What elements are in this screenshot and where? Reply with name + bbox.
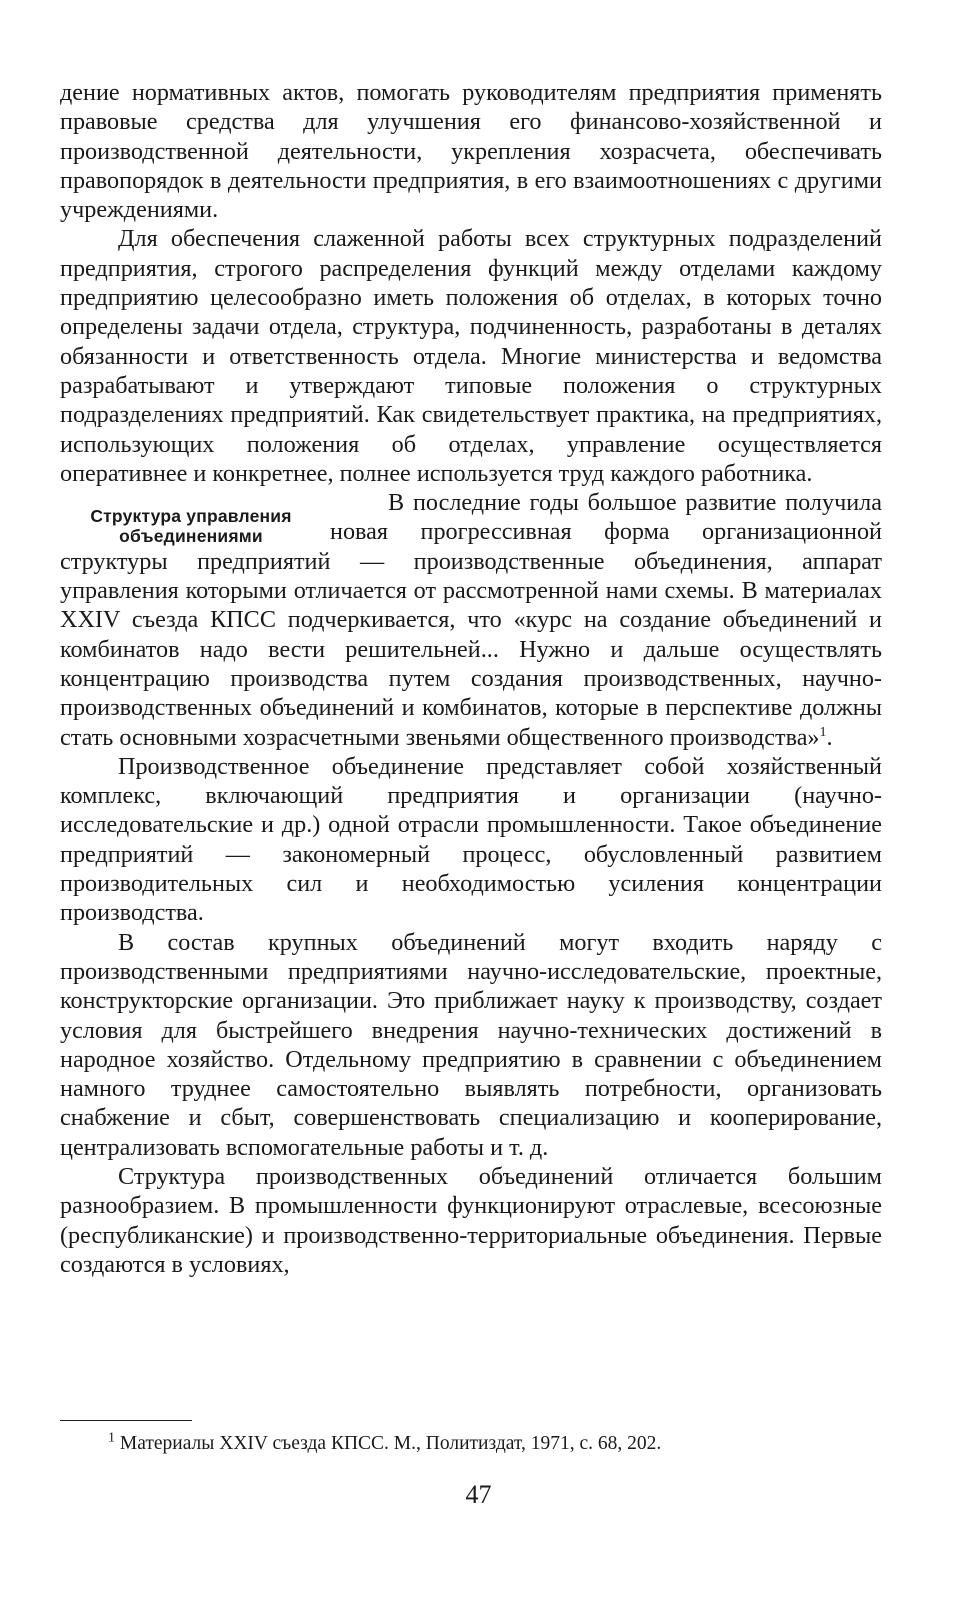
footnote-divider (60, 1420, 192, 1421)
side-heading: Структура управления объединениями (90, 506, 292, 547)
paragraph-3-text: В последние годы большое развитие получила новая прогрессивная форма организационной структуры предприятий — производственные объединения, аппарат управления которыми отличается от рассмотренной нами схемы. В материалах XXIV съезда КПСС подчеркивается, что «курс на создание объединений и комбинатов надо вести решительней... Нужно и дальше осуществлять концентрацию производства путем создания производственных, научно-производственных объединений и комбинатов, которые в перспективе должны стать основными хозрасчетными звеньями общественного производства» (60, 489, 882, 751)
paragraph-6: Структура производственных объединений отличается большим разнообразием. В промышленности функционируют отраслевые, всесоюзные (республиканские) и производственно-территориальные объединения. Первые создаются в условиях, (60, 1162, 882, 1278)
page-body (60, 78, 882, 1279)
paragraph-5: В состав крупных объединений могут входить наряду с производственными предприятиями научно-исследовательские, проектные, конструкторские организации. Это приближает науку к производству, создает условия для быстрейшего внедрения научно-технических достижений в народное хозяйство. Отдельному предприятию в сравнении с объединением намного труднее самостоятельно выявлять потребности, организовать снабжение и сбыт, совершенствовать специализацию и кооперирование, централизовать вспомогательные работы и т. д. (60, 928, 882, 1161)
section-with-side-heading (60, 488, 882, 752)
paragraph-2: Для обеспечения слаженной работы всех структурных подразделений предприятия, строгого распределения функций между отделами каждому предприятию целесообразно иметь положения об отделах, в которых точно определены задачи отдела, структура, подчиненность, разработаны в деталях обязанности и ответственность отдела. Многие министерства и ведомства разрабатывают и утверждают типовые положения о структурных подразделениях предприятий. Как свидетельствует практика, на предприятиях, использующих положения об отделах, управление осуществляется оперативнее и конкретнее, полнее используется труд каждого работника. (60, 225, 882, 487)
footnote-text: Материалы XXIV съезда КПСС. М., Политиздат, 1971, с. 68, 202. (119, 1433, 662, 1454)
paragraph-3: В последние годы большое развитие получила новая прогрессивная форма организационной структуры предприятий — производственные объединения, аппарат управления которыми отличается от рассмотренной нами схемы. В материалах XXIV съезда КПСС подчеркивается, что «курс на создание объединений и комбинатов надо вести решительней... Нужно и дальше осуществлять концентрацию производства путем создания производственных, научно-производственных объединений и комбинатов, которые в перспективе должны стать основными хозрасчетными звеньями общественного производства»$^1$. (60, 489, 882, 751)
footnote-reference: 1 (819, 724, 827, 740)
footnote (60, 1432, 882, 1456)
page-number: 47 (465, 1480, 492, 1509)
footnote-marker: 1 (108, 1430, 115, 1446)
paragraph-4: Производственное объединение представляет собой хозяйственный комплекс, включающий предприятия и организации (научно-исследовательские и др.) одной отрасли промышленности. Такое объединение предприятий — закономерный процесс, обусловленный развитием производительных сил и необходимостью усиления концентрации производства. (60, 752, 882, 927)
paragraph-1: дение нормативных актов, помогать руководителям предприятия применять правовые средства для улучшения его финансово-хозяйственной и производственной деятельности, укрепления хозрасчета, обеспечивать правопорядок в деятельности предприятия, в его взаимоотношениях с другими учреждениями. (60, 79, 882, 224)
